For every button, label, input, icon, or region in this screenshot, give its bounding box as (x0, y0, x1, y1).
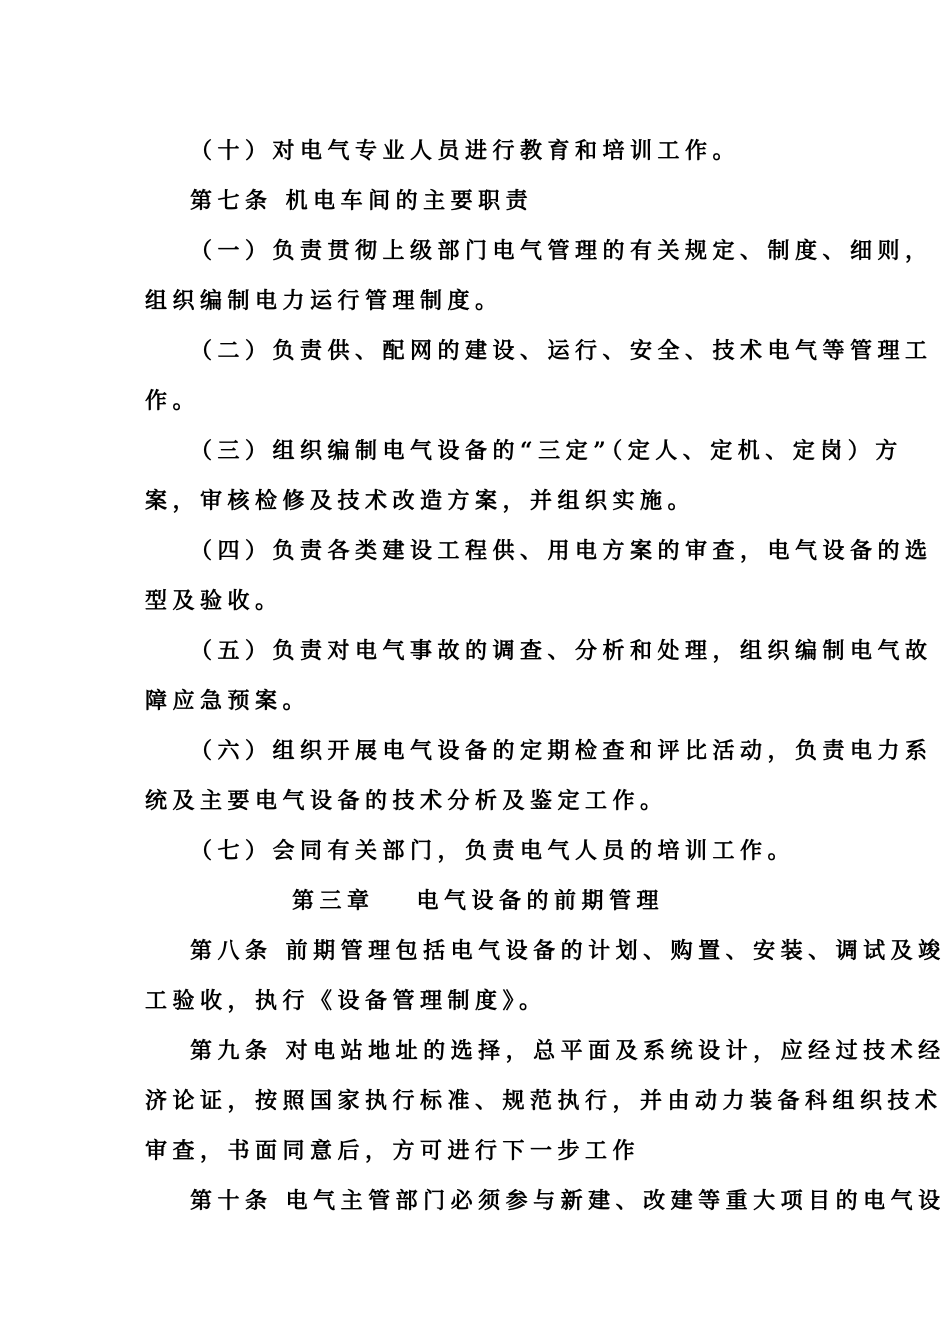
text-line: （十）对电气专业人员进行教育和培训工作。 (190, 138, 741, 164)
article-heading: 第七条 机电车间的主要职责 (190, 188, 534, 214)
text-line: 案，审核检修及技术改造方案，并组织实施。 (145, 488, 696, 514)
chapter-title: 电气设备的前期管理 (416, 888, 665, 914)
text-line: 第八条 前期管理包括电气设备的计划、购置、安装、调试及竣 (190, 938, 946, 964)
text-line: 济论证，按照国家执行标准、规范执行，并由动力装备科组织技术 (145, 1088, 943, 1114)
text-line: 组织编制电力运行管理制度。 (145, 288, 503, 314)
chapter-heading (292, 886, 664, 916)
text-line: 作。 (145, 388, 201, 414)
text-line: （一）负责贯彻上级部门电气管理的有关规定、制度、细则， (190, 238, 933, 264)
text-line: 统及主要电气设备的技术分析及鉴定工作。 (145, 788, 668, 814)
text-line: （三）组织编制电气设备的“三定”（定人、定机、定岗）方 (190, 438, 903, 464)
text-line: （四）负责各类建设工程供、用电方案的审查，电气设备的选 (190, 538, 933, 564)
text-line: 第十条 电气主管部门必须参与新建、改建等重大项目的电气设 (190, 1188, 946, 1214)
text-line: 障应急预案。 (145, 688, 311, 714)
text-line: 型及验收。 (145, 588, 283, 614)
text-line: 第九条 对电站地址的选择，总平面及系统设计，应经过技术经 (190, 1038, 946, 1064)
text-line: （六）组织开展电气设备的定期检查和评比活动，负责电力系 (190, 738, 933, 764)
text-line: （五）负责对电气事故的调查、分析和处理，组织编制电气故 (190, 638, 933, 664)
text-line: 工验收，执行《设备管理制度》。 (145, 988, 547, 1014)
text-line: 审查，书面同意后，方可进行下一步工作 (145, 1138, 641, 1164)
chapter-number: 第三章 (292, 888, 375, 914)
text-line: （二）负责供、配网的建设、运行、安全、技术电气等管理工 (190, 338, 933, 364)
text-line: （七）会同有关部门，负责电气人员的培训工作。 (190, 838, 796, 864)
